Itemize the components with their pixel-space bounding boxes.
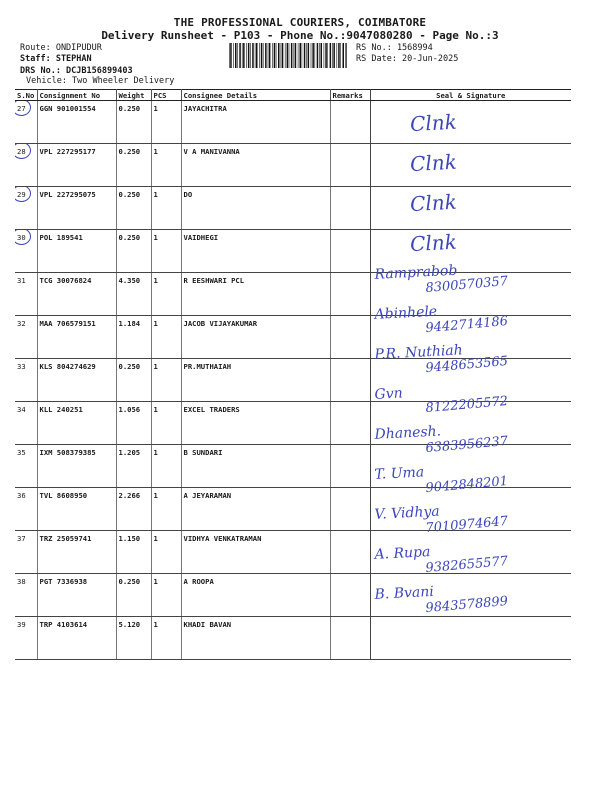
sno-value [17,448,26,457]
row-sno [15,187,37,230]
row-consignment-number: TVL 8608950 [37,488,116,531]
row-sno [15,230,37,273]
row-signature-cell [370,531,571,577]
pen-circle-mark [15,187,31,203]
table-row [15,488,571,531]
row-consignment-number: GGN 901001554 [37,101,116,144]
row-sno [15,144,37,187]
handwritten-signature: Ramprabob [374,262,458,283]
handwritten-signature: 7010974647 [424,513,509,537]
row-pcs: 1 [151,402,181,445]
row-weight: 1.205 [116,445,151,488]
row-pcs: 1 [151,273,181,316]
row-consignment-number: KLS 804274629 [37,359,116,402]
row-remarks [330,144,370,187]
row-sno [15,101,37,144]
handwritten-signature: Clnk [409,149,458,177]
table-row [15,316,571,359]
handwritten-signature: T. Uma [374,464,425,483]
row-consignee: JAYACHITRA [181,101,330,144]
sno-text: 34 [17,405,26,414]
row-consignee: JACOB VIJAYAKUMAR [181,316,330,359]
col-header-seal: Seal & Signature [370,90,571,101]
row-sno [15,574,37,617]
row-signature-cell [370,488,571,531]
sno-value [17,276,26,285]
sno-text: 30 [17,233,26,242]
row-weight: 5.120 [116,617,151,660]
table-row [15,230,571,273]
row-pcs: 1 [151,187,181,230]
col-header-consignment: Consignment No [37,90,116,101]
row-signature-cell [370,617,571,660]
row-remarks [330,402,370,445]
table-row [15,531,571,574]
row-remarks [330,359,370,402]
handwritten-signature: Clnk [409,109,458,137]
staff-label: Staff: STEPHAN [20,54,92,64]
sno-text: 39 [17,620,26,629]
row-sno [15,316,37,359]
route-label: Route: ONDIPUDUR [20,43,102,53]
rs-date: RS Date: 20-Jun-2025 [356,54,459,64]
row-consignee: DO [181,187,330,230]
runsheet-title: Delivery Runsheet - P103 - Phone No.:9047080280 - Page No.:3 [101,29,499,42]
sno-text: 32 [17,319,26,328]
row-remarks [330,445,370,488]
sno-text: 36 [17,491,26,500]
row-signature-cell [370,144,571,187]
table-row [15,359,571,402]
drs-number: DRS No.: DCJB156899403 [20,66,133,76]
sno-text: 31 [17,276,26,285]
row-remarks [330,187,370,230]
handwritten-signature: V. Vidhya [374,503,441,523]
row-signature-cell [370,574,571,617]
handwritten-signature: Clnk [409,229,458,257]
row-consignment-number: POL 189541 [37,230,116,273]
row-weight: 0.250 [116,230,151,273]
sno-value [17,577,26,586]
rs-number: RS No.: 1568994 [356,43,433,53]
barcode-image [229,43,347,68]
sno-text: 38 [17,577,26,586]
handwritten-signature: 9042848201 [424,473,509,497]
table-row [15,402,571,445]
row-remarks [330,273,370,316]
sno-text: 29 [17,190,26,199]
handwritten-signature: 9442714186 [424,313,509,337]
sno-value [17,362,26,371]
row-consignee: V A MANIVANNA [181,144,330,187]
sno-value [17,104,26,113]
handwritten-signature: Dhanesh. [374,423,442,443]
sno-text: 27 [17,104,26,113]
row-signature-cell [370,101,571,144]
row-sno [15,445,37,488]
delivery-table [15,89,571,660]
table-header-row [15,90,571,101]
row-pcs: 1 [151,574,181,617]
row-consignment-number: IXM 508379385 [37,445,116,488]
row-weight: 0.250 [116,187,151,230]
row-sno [15,402,37,445]
sno-value [17,233,26,242]
row-signature-cell [370,445,571,488]
row-remarks [330,574,370,617]
table-row [15,101,571,144]
col-header-weight: Weight [116,90,151,101]
row-signature-cell [370,273,571,316]
row-consignee: VIDHYA VENKATRAMAN [181,531,330,574]
table-row [15,187,571,230]
col-header-consignee: Consignee Details [181,90,330,101]
handwritten-signature: 8300570357 [424,273,509,297]
handwritten-signature: 6383956237 [424,433,509,457]
pen-circle-mark [15,230,31,246]
handwritten-signature: A. Rupa [374,544,431,563]
row-weight: 1.184 [116,316,151,359]
sno-text: 35 [17,448,26,457]
col-header-remarks: Remarks [330,90,370,101]
row-signature-cell [370,187,571,230]
row-signature-cell [370,402,571,445]
row-remarks [330,101,370,144]
handwritten-signature: 9382655577 [424,553,509,577]
sno-text: 28 [17,147,26,156]
row-weight: 1.056 [116,402,151,445]
row-consignment-number: VPL 227295177 [37,144,116,187]
row-remarks [330,617,370,660]
handwritten-signature: 9843578899 [424,593,509,617]
row-sno [15,273,37,316]
sno-value [17,190,26,199]
row-consignee: R EESHWARI PCL [181,273,330,316]
row-consignee: A JEYARAMAN [181,488,330,531]
sno-value [17,620,26,629]
sno-text: 37 [17,534,26,543]
rs-info [356,43,458,65]
row-signature-cell [370,230,571,273]
sno-value [17,534,26,543]
row-pcs: 1 [151,445,181,488]
row-consignee: A ROOPA [181,574,330,617]
row-pcs: 1 [151,316,181,359]
row-pcs: 1 [151,359,181,402]
row-remarks [330,230,370,273]
row-weight: 0.250 [116,359,151,402]
row-weight: 2.266 [116,488,151,531]
row-weight: 0.250 [116,101,151,144]
row-pcs: 1 [151,230,181,273]
pen-circle-mark [15,101,31,117]
col-header-sno: S.No [15,90,37,101]
row-consignment-number: KLL 240251 [37,402,116,445]
handwritten-signature: P.R. Nuthiah [374,342,464,363]
row-consignment-number: TRP 4103614 [37,617,116,660]
row-consignee: PR.MUTHAIAH [181,359,330,402]
sno-value [17,147,26,156]
row-pcs: 1 [151,531,181,574]
row-signature-cell [370,359,571,402]
row-sno [15,531,37,574]
row-remarks [330,316,370,359]
handwritten-signature: B. Bvani [374,583,435,603]
row-consignment-number: MAA 706579151 [37,316,116,359]
row-consignment-number: TRZ 25059741 [37,531,116,574]
row-weight: 4.350 [116,273,151,316]
row-consignment-number: TCG 30076824 [37,273,116,316]
col-header-pcs: PCS [151,90,181,101]
table-row [15,574,571,617]
sno-value [17,319,26,328]
pen-circle-mark [15,144,31,160]
row-pcs: 1 [151,617,181,660]
table-row [15,445,571,488]
row-consignment-number: VPL 227295075 [37,187,116,230]
row-consignment-number: PGT 7336938 [37,574,116,617]
row-pcs: 1 [151,101,181,144]
row-sno [15,617,37,660]
row-consignee: B SUNDARI [181,445,330,488]
row-pcs: 1 [151,144,181,187]
row-remarks [330,488,370,531]
row-consignee: EXCEL TRADERS [181,402,330,445]
row-consignee: VAIDHEGI [181,230,330,273]
table-row [15,273,571,316]
handwritten-signature: Abinhele [374,303,438,323]
row-sno [15,488,37,531]
sno-value [17,491,26,500]
sno-value [17,405,26,414]
sno-text: 33 [17,362,26,371]
row-consignee: KHADI BAVAN [181,617,330,660]
row-weight: 0.250 [116,144,151,187]
row-pcs: 1 [151,488,181,531]
handwritten-signature: Gvn [374,385,404,403]
row-weight: 1.150 [116,531,151,574]
table-row [15,144,571,187]
row-sno [15,359,37,402]
handwritten-signature: Clnk [409,189,458,217]
vehicle-label: Vehicle: Two Wheeler Delivery [26,76,175,86]
row-remarks [330,531,370,574]
handwritten-signature: 8122205572 [424,393,509,417]
table-row [15,617,571,660]
company-title: THE PROFESSIONAL COURIERS, COIMBATORE [173,16,427,29]
handwritten-signature: 9448653565 [424,353,509,377]
row-weight: 0.250 [116,574,151,617]
